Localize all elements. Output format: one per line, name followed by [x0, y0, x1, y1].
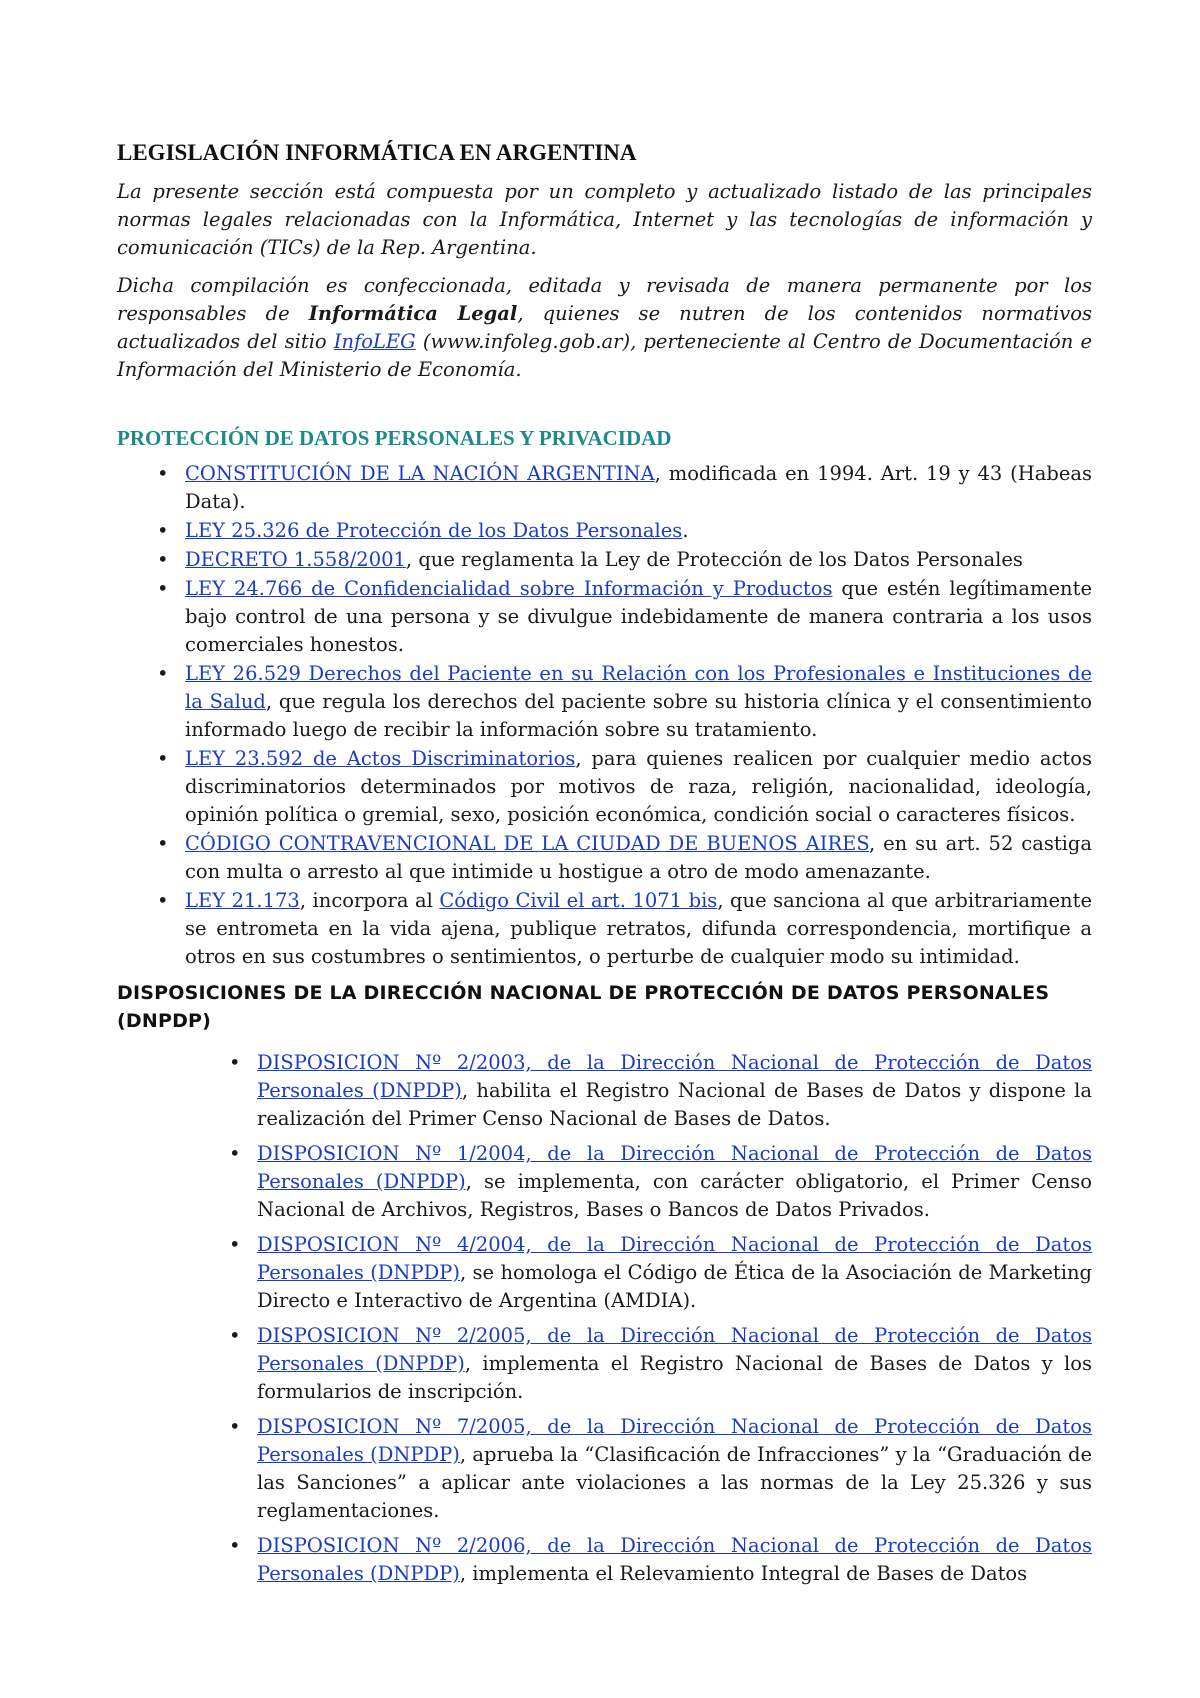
- bullet: •: [157, 519, 169, 542]
- bullet: •: [157, 548, 169, 571]
- law-link[interactable]: DECRETO 1.558/2001: [185, 548, 406, 571]
- law-description: que estén legítimamente bajo control de una persona y se divulgue indebidamente de manera contraria a los usos comerciales honestos.: [185, 577, 1092, 656]
- bullet: •: [157, 832, 169, 855]
- infoleg-link[interactable]: InfoLEG: [333, 330, 416, 353]
- disposition-link[interactable]: DISPOSICION Nº 2/2006, de la Dirección Nacional de Protección de Datos Personales (DNPDP): [257, 1534, 1092, 1585]
- list-item: [229, 1049, 1092, 1133]
- disposition-description: , se homologa el Código de Ética de la Asociación de Marketing Directo e Interactivo de Argentina (AMDIA).: [257, 1261, 1092, 1312]
- list-item: [229, 1322, 1092, 1406]
- law-link[interactable]: LEY 23.592 de Actos Discriminatorios: [185, 747, 576, 770]
- bullet: •: [229, 1534, 241, 1557]
- bullet: •: [157, 889, 169, 912]
- list-item: [157, 546, 1092, 574]
- disposition-description: , implementa el Relevamiento Integral de Bases de Datos: [459, 1562, 1028, 1585]
- intro-paragraph-1: La presente sección está compuesta por un completo y actualizado listado de las principales normas legales relacionadas con la Informática, Internet y las tecnologías de información y comunicación (TICs) de la Rep. Argentina.: [117, 180, 1092, 259]
- intro-text: , quienes se nutren de los contenidos normativos actualizados del sitio: [117, 302, 1092, 353]
- page-title: LEGISLACIÓN INFORMÁTICA EN ARGENTINA: [117, 140, 637, 165]
- disposition-link[interactable]: DISPOSICION Nº 7/2005, de la Dirección Nacional de Protección de Datos Personales (DNPDP): [257, 1415, 1092, 1466]
- list-item: [229, 1140, 1092, 1224]
- list-item: [157, 745, 1092, 829]
- disposition-link[interactable]: DISPOSICION Nº 2/2003, de la Dirección Nacional de Protección de Datos Personales (DNPDP): [257, 1051, 1092, 1102]
- disposition-description: , habilita el Registro Nacional de Bases de Datos y dispone la realización del Primer Censo Nacional de Bases de Datos.: [257, 1079, 1092, 1130]
- law-description: , incorpora al: [299, 889, 440, 912]
- disposition-description: , aprueba la “Clasificación de Infracciones” y la “Graduación de las Sanciones” a aplicar ante violaciones a las normas de la Ley 25.326 y sus reglamentaciones.: [257, 1443, 1092, 1522]
- law-link[interactable]: CÓDIGO CONTRAVENCIONAL DE LA CIUDAD DE BUENOS AIRES: [185, 832, 870, 855]
- bullet: •: [157, 462, 169, 485]
- law-link[interactable]: LEY 21.173: [185, 889, 300, 912]
- list-item: [157, 517, 1092, 545]
- bullet: •: [157, 747, 169, 770]
- dnpdp-disposition-list: [229, 1049, 1092, 1588]
- law-description: .: [682, 519, 689, 542]
- law-link[interactable]: LEY 25.326 de Protección de los Datos Personales: [185, 519, 683, 542]
- disposition-link[interactable]: DISPOSICION Nº 2/2005, de la Dirección Nacional de Protección de Datos Personales (DNPDP): [257, 1324, 1092, 1375]
- bullet: •: [229, 1324, 241, 1347]
- law-description: , modificada en 1994. Art. 19 y 43 (Habeas Data).: [185, 462, 1092, 513]
- informatica-legal-bold: Informática Legal: [308, 302, 518, 325]
- disposition-link[interactable]: DISPOSICION Nº 4/2004, de la Dirección Nacional de Protección de Datos Personales (DNPDP): [257, 1233, 1092, 1284]
- section-heading-privacy: PROTECCIÓN DE DATOS PERSONALES Y PRIVACIDAD: [117, 426, 672, 450]
- law-description: , que regula los derechos del paciente sobre su historia clínica y el consentimiento informado luego de recibir la información sobre su tratamiento.: [185, 690, 1092, 741]
- intro-text: Dicha compilación es confeccionada, editada y revisada de manera permanente por los responsables de: [117, 274, 1092, 325]
- list-item: [229, 1532, 1092, 1588]
- law-description: , en su art. 52 castiga con multa o arresto al que intimide u hostigue a otro de modo amenazante.: [185, 832, 1093, 883]
- disposition-description: , se implementa, con carácter obligatorio, el Primer Censo Nacional de Archivos, Registros, Bases o Bancos de Datos Privados.: [257, 1170, 1092, 1221]
- law-link[interactable]: LEY 26.529 Derechos del Paciente en su Relación con los Profesionales e Instituciones de la Salud: [185, 662, 1092, 713]
- civil-code-link[interactable]: Código Civil el art. 1071 bis: [439, 889, 718, 912]
- law-description: , que sanciona al que arbitrariamente se entrometa en la vida ajena, publique retratos, difunda correspondencia, mortifique a otros en sus costumbres o sentimientos, o perturbe de cualquier modo su intimidad.: [185, 889, 1092, 968]
- intro-paragraph-2: [117, 272, 1092, 384]
- list-item: [157, 460, 1092, 516]
- bullet: •: [157, 662, 169, 685]
- bullet: •: [157, 577, 169, 600]
- law-description: , para quienes realicen por cualquier medio actos discriminatorios determinados por motivos de raza, religión, nacionalidad, ideología, opinión política o gremial, sexo, posición económica, condición social o caracteres físicos.: [185, 747, 1092, 826]
- privacy-law-list: [157, 460, 1092, 971]
- law-link[interactable]: CONSTITUCIÓN DE LA NACIÓN ARGENTINA: [185, 462, 655, 485]
- list-item: [229, 1413, 1092, 1525]
- section-heading-dnpdp: DISPOSICIONES DE LA DIRECCIÓN NACIONAL DE PROTECCIÓN DE DATOS PERSONALES (DNPDP): [117, 982, 1050, 1032]
- document-page: [117, 138, 1092, 1595]
- list-item: [157, 660, 1092, 744]
- bullet: •: [229, 1415, 241, 1438]
- bullet: •: [229, 1233, 241, 1256]
- list-item: [157, 575, 1092, 659]
- bullet: •: [229, 1051, 241, 1074]
- list-item: [157, 830, 1092, 886]
- law-link[interactable]: LEY 24.766 de Confidencialidad sobre Información y Productos: [185, 577, 833, 600]
- law-description: , que reglamenta la Ley de Protección de los Datos Personales: [405, 548, 1023, 571]
- disposition-description: , implementa el Registro Nacional de Bases de Datos y los formularios de inscripción.: [257, 1352, 1093, 1403]
- list-item: [157, 887, 1092, 971]
- list-item: [229, 1231, 1092, 1315]
- disposition-link[interactable]: DISPOSICION Nº 1/2004, de la Dirección Nacional de Protección de Datos Personales (DNPDP): [257, 1142, 1092, 1193]
- intro-text: (www.infoleg.gob.ar), perteneciente al Centro de Documentación e Información del Ministerio de Economía.: [117, 330, 1092, 381]
- bullet: •: [229, 1142, 241, 1165]
